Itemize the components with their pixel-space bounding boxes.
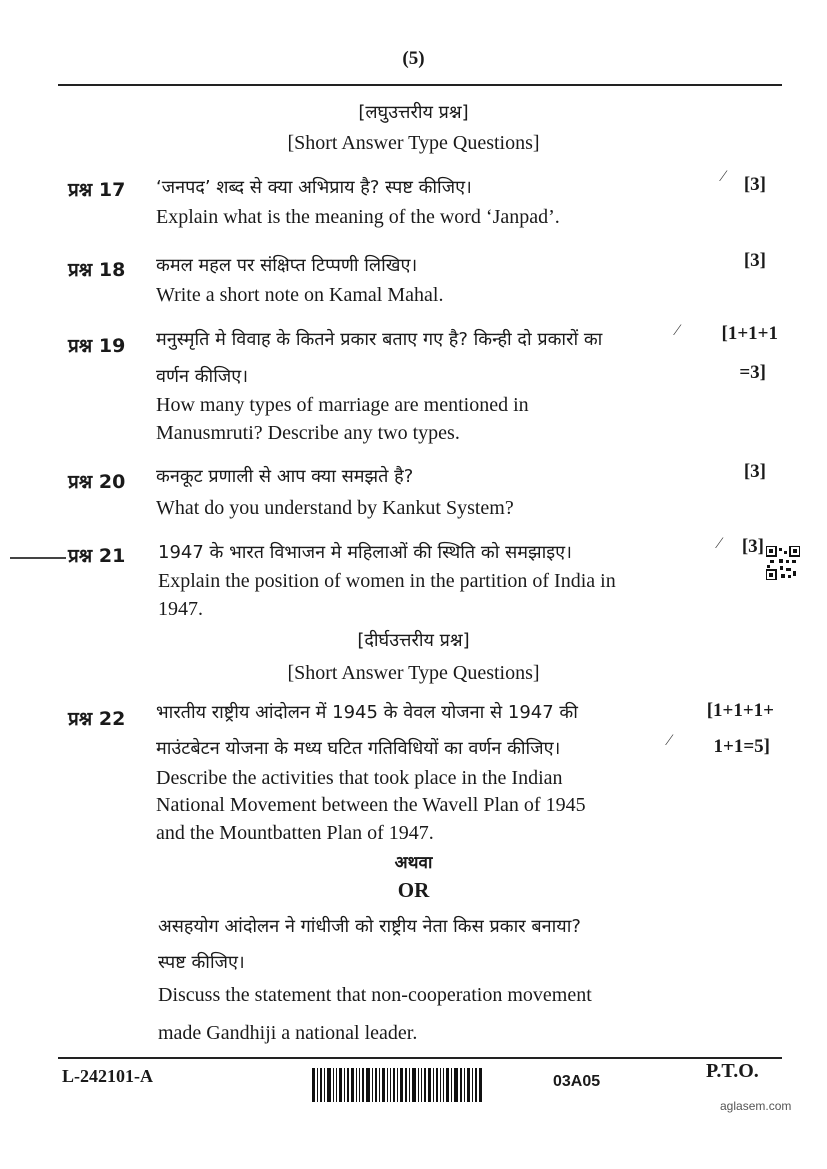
page-number: (5) xyxy=(402,48,425,69)
question-text-hindi: 1947 के भारत विभाजन मे महिलाओं की स्थिति को समझाइए। xyxy=(158,542,572,563)
question-text-english: Explain the position of women in the partition of India in xyxy=(158,570,616,592)
question-text-english: 1947. xyxy=(158,598,203,620)
barcode xyxy=(312,1068,524,1102)
question-text-english: Describe the activities that took place in the Indian xyxy=(156,767,563,789)
marks: [3] xyxy=(743,174,766,195)
section-title-hindi: [दीर्घउत्तरीय प्रश्न] xyxy=(357,630,470,651)
question-label: प्रश्न 21 xyxy=(68,545,126,567)
question-text-english: and the Mountbatten Plan of 1947. xyxy=(156,822,434,844)
question-text-hindi: माउंटबेटन योजना के मध्य घटित गतिविधियों का वर्णन कीजिए। xyxy=(156,738,561,759)
question-label: प्रश्न 18 xyxy=(68,259,126,281)
tick-mark: ⁄ xyxy=(718,535,721,552)
question-text-english: Manusmruti? Describe any two types. xyxy=(156,422,460,444)
alt-question-hindi: स्पष्ट कीजिए। xyxy=(158,952,245,973)
pto-label: P.T.O. xyxy=(706,1060,759,1082)
alt-question-english: Discuss the statement that non-cooperation movement xyxy=(158,984,592,1006)
question-text-english: How many types of marriage are mentioned in xyxy=(156,394,529,416)
section-title-english: [Short Answer Type Questions] xyxy=(287,662,540,684)
question-label: प्रश्न 20 xyxy=(68,471,126,493)
question-label: प्रश्न 22 xyxy=(68,708,126,730)
or-hindi: अथवा xyxy=(394,853,433,873)
tick-mark: ⁄ xyxy=(722,168,725,185)
header-rule xyxy=(58,84,782,86)
barcode-text: 03A05 xyxy=(553,1073,601,1090)
or-english: OR xyxy=(397,878,430,902)
question-text-hindi: मनुस्मृति मे विवाह के कितने प्रकार बताए गए है? किन्ही दो प्रकारों का xyxy=(156,329,603,350)
alt-question-english: made Gandhiji a national leader. xyxy=(158,1022,418,1044)
tick-mark: ⁄ xyxy=(676,322,679,339)
question-text-hindi: ‘जनपद’ शब्द से क्या अभिप्राय है? स्पष्ट कीजिए। xyxy=(156,177,472,198)
marks-line2: =3] xyxy=(739,362,766,383)
question-label: प्रश्न 19 xyxy=(68,335,126,357)
question-text-english: Write a short note on Kamal Mahal. xyxy=(156,284,444,306)
question-text-english: National Movement between the Wavell Plan of 1945 xyxy=(156,794,586,816)
paper-code: L-242101-A xyxy=(62,1066,153,1086)
marks: [1+1+1 xyxy=(721,323,778,344)
question-text-english: What do you understand by Kankut System? xyxy=(156,497,514,519)
marks-line2: 1+1=5] xyxy=(713,736,770,757)
question-text-english: Explain what is the meaning of the word ‘Janpad’. xyxy=(156,206,560,228)
alt-question-hindi: असहयोग आंदोलन ने गांधीजी को राष्ट्रीय नेता किस प्रकार बनाया? xyxy=(158,916,581,937)
question-text-hindi-line2: वर्णन कीजिए। xyxy=(156,366,249,387)
section-title-english: [Short Answer Type Questions] xyxy=(287,132,540,154)
question-label: प्रश्न 17 xyxy=(68,179,126,201)
question-text-hindi: कमल महल पर संक्षिप्त टिप्पणी लिखिए। xyxy=(156,255,418,276)
stray-mark xyxy=(10,557,66,559)
marks: [3] xyxy=(741,536,764,557)
question-text-hindi: कनकूट प्रणाली से आप क्या समझते है? xyxy=(156,466,414,487)
section-title-hindi: [लघुउत्तरीय प्रश्न] xyxy=(358,102,469,123)
tick-mark: ⁄ xyxy=(668,732,671,749)
qr-code-icon xyxy=(766,546,800,580)
footer-rule xyxy=(58,1057,782,1059)
question-text-hindi: भारतीय राष्ट्रीय आंदोलन में 1945 के वेवल योजना से 1947 की xyxy=(156,702,578,723)
marks: [1+1+1+ xyxy=(706,700,774,721)
marks: [3] xyxy=(743,461,766,482)
watermark: aglasem.com xyxy=(720,1099,792,1113)
marks: [3] xyxy=(743,250,766,271)
